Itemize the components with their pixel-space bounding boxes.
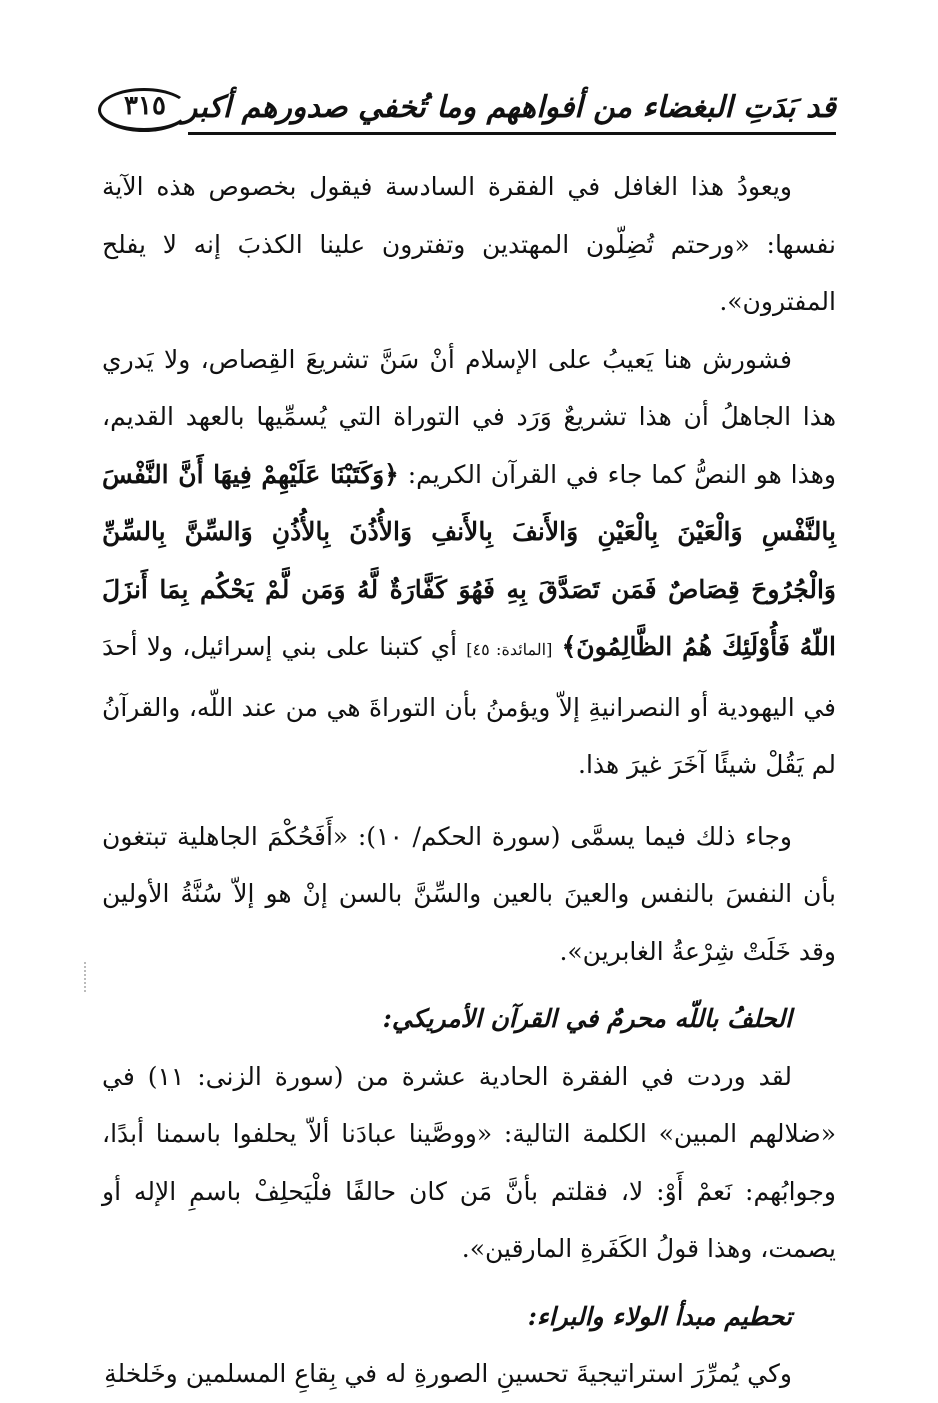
paragraph-2 (102, 331, 836, 794)
paragraph-2-intro: فشورش هنا يَعيبُ على الإسلام أنْ سَنَّ تشريعَ القِصاص، ولا يَدري هذا الجاهلُ أن هذا تشريعٌ وَرَد في التوراة التي يُسمِّيها بالعهد القديم، وهذا هو النصُّ كما جاء في القرآن الكريم: (102, 344, 836, 489)
section-heading-loyalty: تحطيم مبدأ الولاء والبراء: (527, 1301, 792, 1331)
quran-quote: ﴿وَكَتَبْنَا عَلَيْهِمْ فِيهَا أَنَّ النَّفْسَ بِالنَّفْسِ وَالْعَيْنَ بِالْعَيْنِ وَالأَنفَ بِالأَنفِ وَالأُذُنَ بِالأُذُنِ وَالسِّنَّ بِالسِّنِّ وَالْجُرُوحَ قِصَاصٌ فَمَن تَصَدَّقَ بِهِ فَهُوَ كَفَّارَةٌ لَّهُ وَمَن لَّمْ يَحْكُم بِمَا أَنزَلَ اللّهُ فَأُوْلَئِكَ هُمُ الظَّالِمُونَ﴾ (102, 459, 836, 661)
page-number: ٣١٥ (124, 91, 166, 121)
paragraph-1: ويعودُ هذا الغافل في الفقرة السادسة فيقول بخصوص هذه الآية نفسها: «ورحتم تُضِلّون المهتدين وتفترون علينا الكذبَ إنه لا يفلح المفترون». (102, 172, 836, 316)
margin-mark (84, 962, 88, 992)
quran-reference: [المائدة: ٤٥] (466, 640, 553, 659)
paragraph-5: وكي يُمرِّرَ استراتيجيةَ تحسينِ الصورةِ له في بِقاعِ المسلمين وخَلخلةِ (104, 1359, 792, 1388)
section-heading-oath: الحلفُ باللّه محرمٌ في القرآن الأمريكي: (382, 1004, 792, 1033)
header-title: قد بَدَتِ البغضاء من أفواههم وما تُخفي صدورهم أكبر (182, 90, 836, 125)
paragraph-2-rest: أي كتبنا على بني إسرائيل، ولا أحدَ في اليهودية أو النصرانيةِ إلاّ ويؤمنُ بأن التوراةَ هي من عند اللّه، والقرآنُ لم يَقُلْ شيئًا آخَرَ غيرَ هذا. (102, 632, 836, 779)
paragraph-4: لقد وردت في الفقرة الحادية عشرة من (سورة الزنى: ١١) في «ضلالهم المبين» الكلمة التالية: «ووصَّينا عبادَنا ألاّ يحلفوا باسمنا أبدًا، وجوابُهم: نَعمْ أَوْ: لا، فقلتم بأنَّ مَن كان حالفًا فلْيَحلِفْ باسمِ الإله أو يصمت، وهذا قولُ الكَفَرةِ المارقين». (102, 1061, 836, 1263)
header-rule (188, 132, 836, 135)
paragraph-3: وجاء ذلك فيما يسمَّى (سورة الحكم/ ١٠): «أَفَحُكْمَ الجاهلية تبتغون بأن النفسَ بالنفس والعينَ بالعين والسِّنَّ بالسن إنْ هو إلاّ سُنَّةُ الأولين وقد خَلَتْ شِرْعةُ الغابرين». (102, 821, 836, 966)
body-text (102, 158, 836, 1403)
running-header (98, 88, 836, 136)
